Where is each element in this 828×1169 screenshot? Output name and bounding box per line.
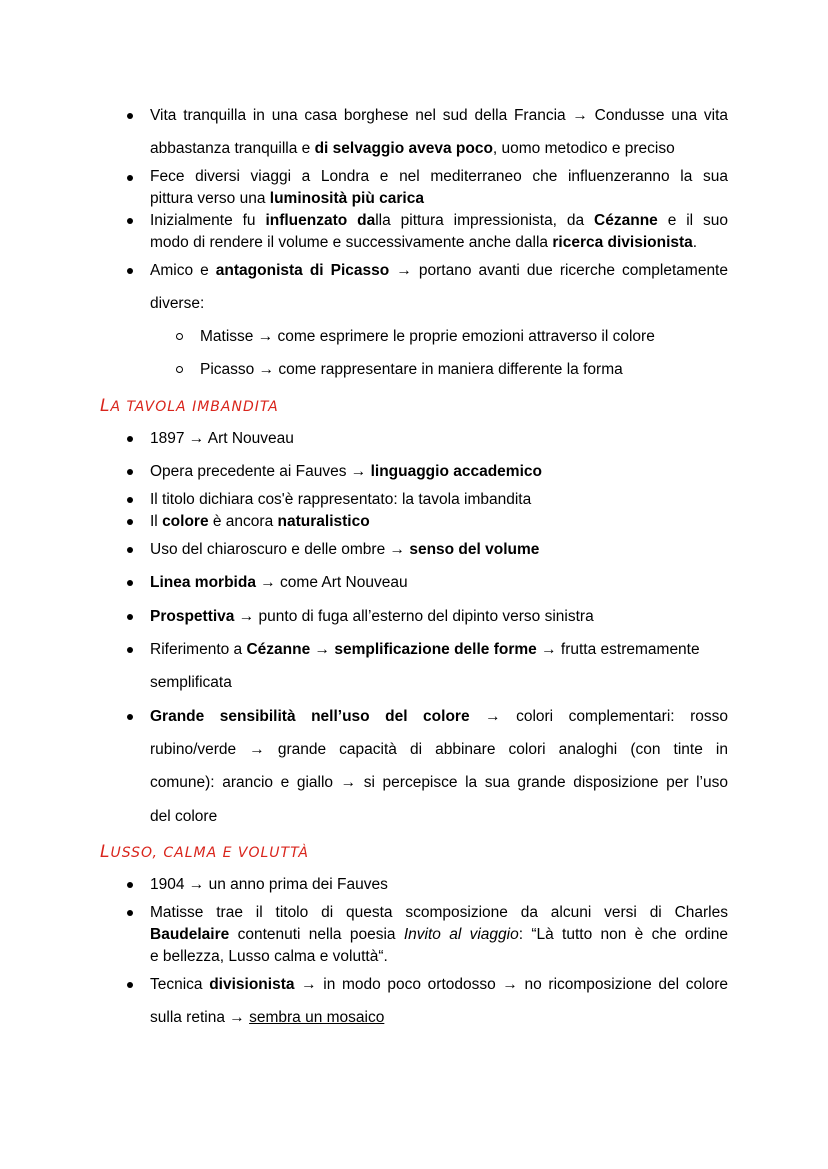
- bullet-text: Uso del chiaroscuro e delle ombre → senso del volume: [150, 541, 540, 558]
- bullet-text: Inizialmente fu influenzato dalla pittura impressionista, da Cézanne e il suo: [150, 212, 728, 229]
- bullet-text: rubino/verde → grande capacità di abbinare colori analoghi (con tinte in: [150, 741, 728, 758]
- bullet-text: Il colore è ancora naturalistico: [150, 513, 370, 530]
- sub-bullet-circle: [176, 366, 183, 373]
- bullet-text: Matisse trae il titolo di questa scomposizione da alcuni versi di Charles: [150, 904, 728, 921]
- bullet-text: comune): arancio e giallo → si percepisce la sua grande disposizione per l’uso: [150, 774, 728, 791]
- bullet-dot: [127, 469, 133, 475]
- bullet-text: Tecnica divisionista → in modo poco ortodosso → no ricomposizione del colore: [150, 976, 728, 993]
- sub-bullet-text: Picasso → come rappresentare in maniera differente la forma: [200, 361, 623, 378]
- section-heading-lusso-calma-volutta: LUSSO, CALMA E VOLUTTÀ: [100, 842, 309, 862]
- bullet-dot: [127, 910, 133, 916]
- bullet-text: Linea morbida → come Art Nouveau: [150, 574, 408, 591]
- sub-bullet-circle: [176, 333, 183, 340]
- bullet-text: Riferimento a Cézanne → semplificazione delle forme → frutta estremamente: [150, 641, 700, 658]
- bullet-dot: [127, 175, 133, 181]
- bullet-dot: [127, 547, 133, 553]
- bullet-text: Prospettiva → punto di fuga all’esterno del dipinto verso sinistra: [150, 608, 594, 625]
- bullet-dot: [127, 497, 133, 503]
- bullet-dot: [127, 647, 133, 653]
- bullet-text: abbastanza tranquilla e di selvaggio aveva poco, uomo metodico e preciso: [150, 140, 675, 157]
- bullet-dot: [127, 580, 133, 586]
- bullet-text: Fece diversi viaggi a Londra e nel mediterraneo che influenzeranno la sua: [150, 168, 728, 185]
- bullet-text: e bellezza, Lusso calma e voluttà“.: [150, 948, 388, 965]
- section-heading-tavola-imbandita: LA TAVOLA IMBANDITA: [100, 396, 279, 416]
- bullet-dot: [127, 519, 133, 525]
- bullet-dot: [127, 714, 133, 720]
- bullet-text: modo di rendere il volume e successivamente anche dalla ricerca divisionista.: [150, 234, 698, 251]
- bullet-dot: [127, 982, 133, 988]
- bullet-dot: [127, 218, 133, 224]
- bullet-text: Grande sensibilità nell’uso del colore → colori complementari: rosso: [150, 708, 728, 725]
- bullet-dot: [127, 614, 133, 620]
- sub-bullet-text: Matisse → come esprimere le proprie emozioni attraverso il colore: [200, 328, 655, 345]
- bullet-text: 1897 → Art Nouveau: [150, 430, 294, 447]
- bullet-text: diverse:: [150, 295, 205, 312]
- bullet-dot: [127, 882, 133, 888]
- bullet-text: pittura verso una luminosità più carica: [150, 190, 424, 207]
- bullet-dot: [127, 268, 133, 274]
- bullet-dot: [127, 113, 133, 119]
- bullet-text: 1904 → un anno prima dei Fauves: [150, 876, 388, 893]
- bullet-dot: [127, 436, 133, 442]
- bullet-text: del colore: [150, 808, 218, 825]
- bullet-text: Opera precedente ai Fauves → linguaggio accademico: [150, 463, 542, 480]
- bullet-text: Vita tranquilla in una casa borghese nel sud della Francia → Condusse una vita: [150, 107, 728, 124]
- bullet-text: Amico e antagonista di Picasso → portano avanti due ricerche completamente: [150, 262, 728, 279]
- bullet-text: sulla retina → sembra un mosaico: [150, 1009, 385, 1026]
- bullet-text: Il titolo dichiara cos'è rappresentato: la tavola imbandita: [150, 491, 532, 508]
- bullet-text: Baudelaire contenuti nella poesia Invito al viaggio: “Là tutto non è che ordine: [150, 926, 728, 943]
- bullet-text: semplificata: [150, 674, 232, 691]
